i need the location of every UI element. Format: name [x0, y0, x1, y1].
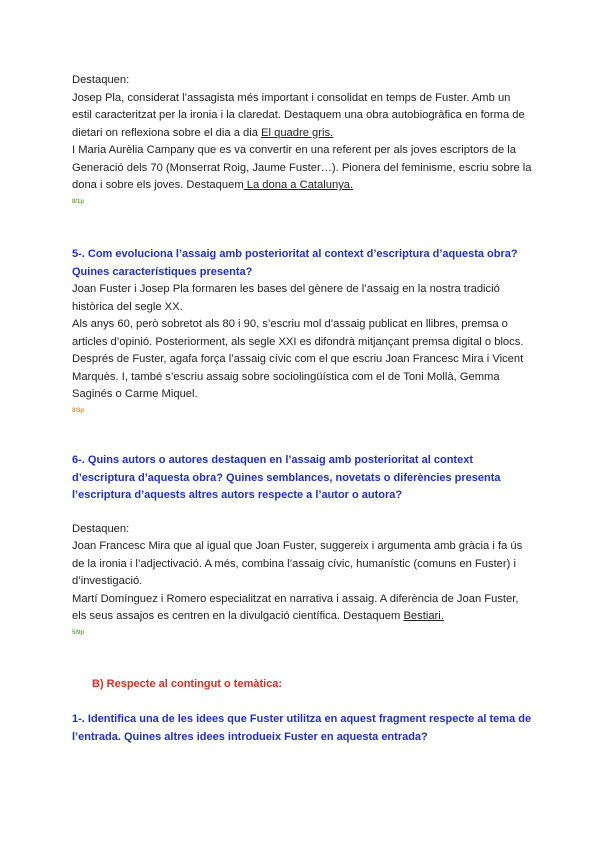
points-annotation: 8/1p [72, 198, 85, 205]
question-1-block [72, 711, 532, 746]
section-b-heading: B) Respecte al contingut o temàtica: [92, 678, 283, 690]
intro-text: Destaquen: [72, 74, 130, 86]
authors-block [72, 72, 532, 207]
points-annotation: 8/3p [72, 407, 85, 414]
bestiari-work-title: Bestiari. [403, 610, 444, 622]
q6-intro-text: Destaquen: [72, 522, 130, 535]
pla-text: Josep Pla, considerat l’assagista més important i consolidat en temps de Fuster. Amb un estil caracteritzat per la ironia i la claredat. Destaquem una obra autobiogràfica en forma de dietari on reflexiona sobre el dia a dia [72, 91, 525, 139]
pla-paragraph [72, 90, 532, 143]
q5-paragraph-2: Als anys 60, però sobretot als 80 i 90, s’escriu mol d’assaig publicat en llibres, premsa o articles d’opinió. Posteriorment, als segle XXI es difondrà mitjançant premsa digital o blocs. [72, 318, 524, 348]
question-1-heading: 1-. Identifica una de les idees que Fuster utilitza en aquest fragment respecte al tema de l’entrada. Quines altres idees introdueix Fuster en aquesta entrada? [72, 713, 532, 743]
campany-work-title: La dona a Catalunya. [243, 179, 354, 191]
q6-paragraph-1: Joan Francesc Mira que al igual que Joan Fuster, suggereix i argumenta amb gràcia i fa ús de la ironia i l’adjectivació. A més, combina l’assaig cívic, humanístic (comuns en Fuster) i d’investigació. [72, 540, 523, 587]
pla-work-title: El quadre gris. [261, 126, 334, 139]
points-annotation: 5/9p [72, 629, 85, 636]
campany-text: I Maria Aurèlia Campany que es va convertir en una referent per als joves escriptors de la Generació dels 70 (Monserrat Roig, Jaume Fuster…). Pionera del feminisme, escriu sobre la dona i sobre els joves. Destaquem [72, 144, 532, 191]
q6-paragraph-2 [72, 591, 532, 626]
question-6-heading: 6-. Quins autors o autores destaquen en l’assaig amb posterioritat al context d’escriptura d’aquesta obra? Quines semblances, novetats o diferències presenta l’escriptura d’aquests altres autors respecte a l’autor o autora? [72, 454, 501, 501]
question-5-heading: 5-. Com evoluciona l’assaig amb posterioritat al context d’escriptura d’aquesta obra? Quines característiques presenta? [72, 248, 518, 278]
q6-paragraph-2-text: Martí Domínguez i Romero especialitzat en narrativa i assaig. A diferència de Joan Fuster, els seus assajos es centren en la divulgació científica. Destaquem [72, 592, 519, 622]
question-6-block [72, 452, 532, 638]
q5-paragraph-1: Joan Fuster i Josep Pla formaren les bases del gènere de l’assaig en la nostra tradició històrica del segle XX. [72, 283, 500, 313]
question-5-block [72, 246, 532, 416]
q5-paragraph-3: Després de Fuster, agafa força l’assaig cívic com el que escriu Joan Francesc Mira i Vicent Marquès. I, també s’escriu assaig sobre sociolingüística com el de Toni Mollà, Gemma Saginés o Carme Miquel. [72, 353, 524, 400]
campany-paragraph [72, 142, 532, 195]
